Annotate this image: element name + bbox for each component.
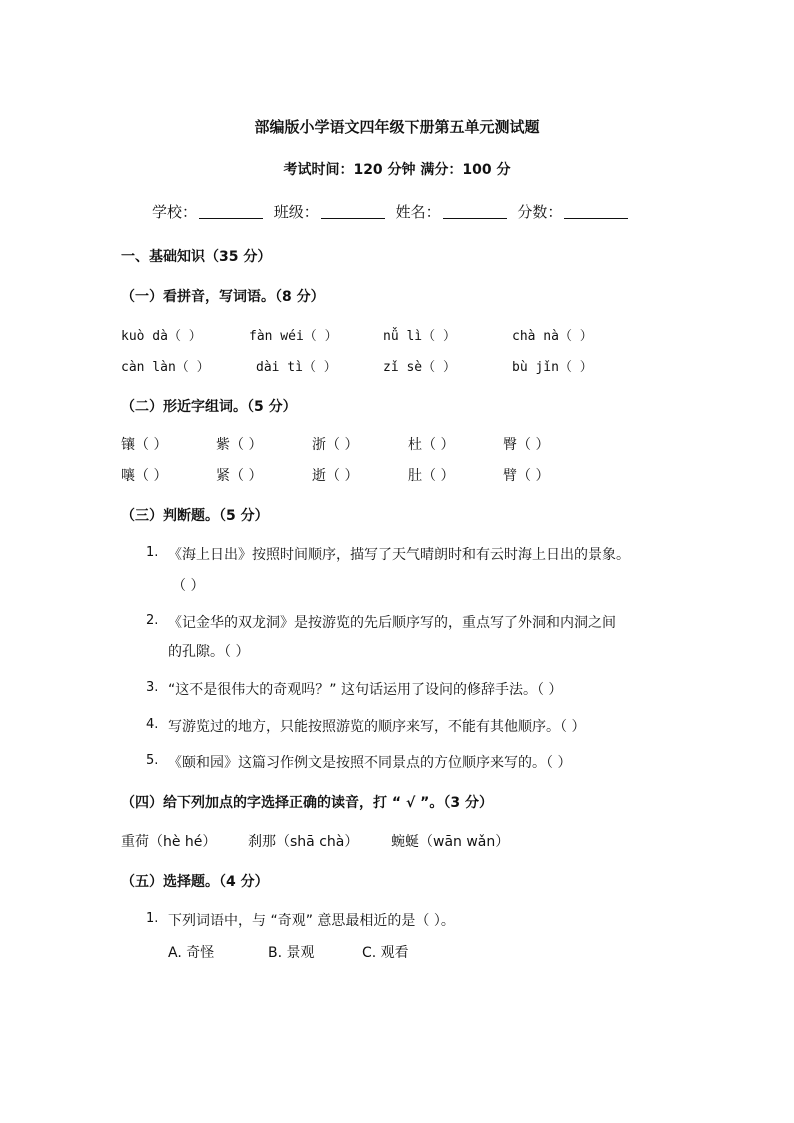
class-label: 班级： <box>273 203 319 221</box>
score-label: 分数： <box>517 203 563 221</box>
pinyin-item: càn làn（ ） <box>121 360 210 375</box>
question-text: 下列词语中，与 “奇观” 意思最相近的是（ ）。 <box>168 913 455 929</box>
char-item: 臀（ ） <box>503 437 550 453</box>
part-heading: （五）选择题。（4 分） <box>121 874 269 890</box>
school-label: 学校： <box>152 203 198 221</box>
name-label: 姓名： <box>395 203 441 221</box>
pronunciation-item: 重荷（hè hé） <box>121 834 217 850</box>
question-number: 4. <box>146 717 159 732</box>
pinyin-item: fàn wéi（ ） <box>249 329 338 344</box>
part-heading: （一）看拼音，写词语。（8 分） <box>121 289 325 305</box>
class-blank[interactable] <box>321 204 385 219</box>
char-item: 紧（ ） <box>216 468 263 484</box>
question-number: 5. <box>146 753 159 768</box>
page-title: 部编版小学语文四年级下册第五单元测试题 <box>254 118 540 136</box>
option-c: C. 观看 <box>362 945 409 961</box>
school-blank[interactable] <box>199 204 263 219</box>
answer-bracket: （ ） <box>172 578 205 594</box>
pinyin-item: bù jǐn（ ） <box>512 360 593 375</box>
pinyin-item: dài tì（ ） <box>256 360 337 375</box>
question-number: 2. <box>146 613 159 628</box>
name-blank[interactable] <box>443 204 507 219</box>
section-heading: 一、基础知识（35 分） <box>121 249 272 265</box>
pronunciation-item: 刹那（shā chà） <box>248 834 359 850</box>
part-heading: （四）给下列加点的字选择正确的读音，打 “ √ ”。（3 分） <box>121 795 493 811</box>
pinyin-item: chà nà（ ） <box>512 329 593 344</box>
char-item: 浙（ ） <box>312 437 359 453</box>
score-blank[interactable] <box>564 204 628 219</box>
question-text: 《颐和园》这篇习作例文是按照不同景点的方位顺序来写的。（ ） <box>168 755 572 771</box>
part-heading: （三）判断题。（5 分） <box>121 508 269 524</box>
pinyin-item: nǚ lì（ ） <box>383 329 456 344</box>
question-text: 《记金华的双龙洞》是按游览的先后顺序写的，重点写了外洞和内洞之间 <box>168 615 616 631</box>
question-text: 写游览过的地方，只能按照游览的顺序来写，不能有其他顺序。（ ） <box>168 719 586 735</box>
char-item: 嚷（ ） <box>121 468 168 484</box>
option-a: A. 奇怪 <box>168 945 215 961</box>
char-item: 杜（ ） <box>408 437 455 453</box>
question-number: 1. <box>146 911 159 926</box>
char-item: 臂（ ） <box>503 468 550 484</box>
part-heading: （二）形近字组词。（5 分） <box>121 399 297 415</box>
exam-time-score: 考试时间：120 分钟 满分：100 分 <box>283 162 511 178</box>
question-number: 3. <box>146 680 159 695</box>
pinyin-item: zǐ sè（ ） <box>383 360 456 375</box>
char-item: 逝（ ） <box>312 468 359 484</box>
student-info-line <box>152 201 634 222</box>
pronunciation-item: 蜿蜒（wān wǎn） <box>391 834 510 850</box>
question-text-cont: 的孔隙。（ ） <box>168 644 250 660</box>
option-b: B. 景观 <box>268 945 315 961</box>
question-text: 《海上日出》按照时间顺序，描写了天气晴朗时和有云时海上日出的景象。 <box>168 547 630 563</box>
question-text: “这不是很伟大的奇观吗？” 这句话运用了设问的修辞手法。（ ） <box>168 682 563 698</box>
char-item: 肚（ ） <box>408 468 455 484</box>
char-item: 紫（ ） <box>216 437 263 453</box>
pinyin-item: kuò dà（ ） <box>121 329 202 344</box>
char-item: 镶（ ） <box>121 437 168 453</box>
question-number: 1. <box>146 545 159 560</box>
